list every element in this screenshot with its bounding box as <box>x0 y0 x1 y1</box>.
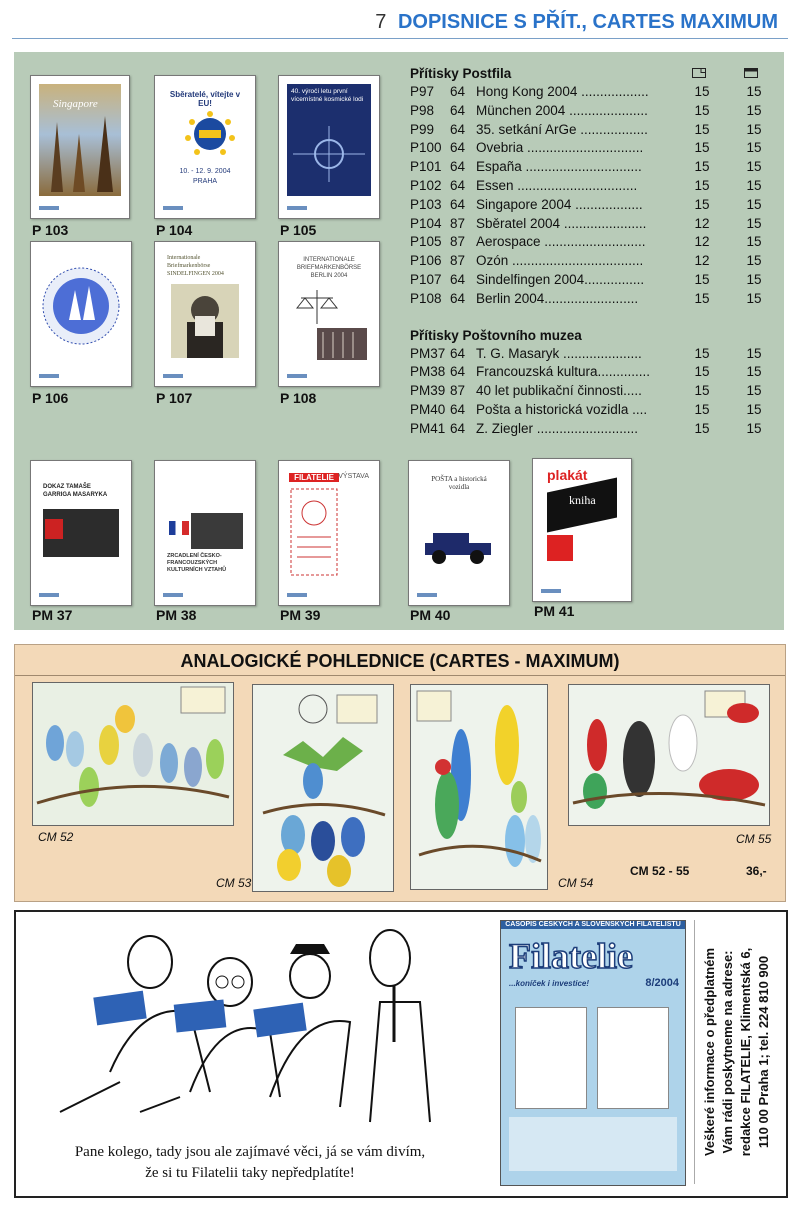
cell-b: 15 <box>746 253 762 269</box>
postcard-p106 <box>30 241 132 387</box>
maximum-card-cm53 <box>252 684 394 892</box>
card-label: P 105 <box>280 222 317 238</box>
cell-a: 15 <box>694 140 710 156</box>
cell-name: Ovebria ............................... <box>476 140 644 156</box>
cell-b: 15 <box>746 401 762 417</box>
postcard-subtitle: kniha <box>569 493 596 507</box>
cell-name: 40 let publikační činnosti..... <box>476 383 642 399</box>
postcard-p105 <box>278 75 380 219</box>
postcard-p107 <box>154 241 256 387</box>
cell-v: 64 <box>450 196 466 212</box>
cell-code: P103 <box>410 196 442 212</box>
cell-v: 64 <box>450 364 466 380</box>
lovebirds-icon <box>253 685 393 891</box>
cell-a: 15 <box>694 159 710 175</box>
postfila-table <box>410 84 770 310</box>
subscription-info <box>694 920 779 1184</box>
cell-code: P97 <box>410 84 435 99</box>
postcard-title: 40. výročí letu první vícemístné kosmické lodi <box>291 88 364 103</box>
magazine-cover <box>500 920 686 1186</box>
cell-code: P108 <box>410 290 442 306</box>
table-row <box>410 178 770 197</box>
table-row <box>410 122 770 141</box>
cell-b: 15 <box>746 177 762 193</box>
budgerigars-icon <box>33 683 233 825</box>
parrots-icon <box>569 685 769 825</box>
cell-name: Sběratel 2004 ...................... <box>476 215 647 231</box>
postcard-title: Internationale Briefmarkenbörse SINDELFINGEN 2004 <box>167 255 224 277</box>
cell-code: PM38 <box>410 364 446 380</box>
cell-b: 15 <box>746 234 762 250</box>
table-row <box>410 234 770 253</box>
cell-b: 15 <box>746 102 762 118</box>
cm-label: CM 52 <box>38 830 74 844</box>
page-number: 7 <box>375 11 387 33</box>
cell-name: T. G. Masaryk ..................... <box>476 345 642 361</box>
card-label: P 103 <box>32 222 69 238</box>
cell-b: 15 <box>746 140 762 156</box>
table-row <box>410 159 770 178</box>
cell-v: 64 <box>450 121 466 137</box>
cell-b: 15 <box>746 159 762 175</box>
info-line: 110 00 Praha 1; tel. 224 810 900 <box>756 955 771 1149</box>
postcard-title: Singapore <box>53 98 98 110</box>
postcard-pm38 <box>154 460 256 606</box>
cell-name: Essen ................................ <box>476 177 638 193</box>
cell-a: 15 <box>694 271 710 287</box>
cell-code: PM40 <box>410 401 446 417</box>
table-row <box>410 402 770 421</box>
cell-name: España ............................... <box>476 159 642 175</box>
postcard-title: plakát <box>547 467 588 483</box>
eu-stars-icon <box>175 110 245 160</box>
price-list <box>410 66 770 440</box>
postcard-subtitle: VÝSTAVA <box>338 473 369 480</box>
cell-code: P100 <box>410 140 442 156</box>
muzeum-table <box>410 346 770 440</box>
postcard-p108 <box>278 241 380 387</box>
stamp-emblem-icon <box>289 487 339 577</box>
card-label: PM 41 <box>534 603 575 619</box>
postcard-single-icon <box>692 68 706 78</box>
card-label: PM 38 <box>156 607 197 623</box>
red-square <box>547 535 573 561</box>
spacecraft-icon <box>287 124 371 184</box>
cell-a: 15 <box>694 177 710 193</box>
cell-code: P102 <box>410 177 442 193</box>
table-row <box>410 84 770 103</box>
cell-code: PM37 <box>410 345 446 361</box>
cell-a: 15 <box>694 364 710 380</box>
cell-code: P105 <box>410 234 442 250</box>
caption-line: že si tu Filatelii taky nepředplatíte! <box>145 1165 355 1181</box>
cell-b: 15 <box>746 383 762 399</box>
cm-range: CM 52 - 55 <box>630 864 690 878</box>
cell-name: Ozón ................................... <box>476 253 644 269</box>
cell-a: 15 <box>694 84 710 99</box>
postcard-pm39 <box>278 460 380 606</box>
photo-block <box>191 513 243 549</box>
cell-b: 15 <box>746 420 762 436</box>
table-row <box>410 103 770 122</box>
cell-a: 15 <box>694 290 710 306</box>
ozone-seal-icon <box>39 256 123 356</box>
cell-name: Berlin 2004......................... <box>476 290 639 306</box>
cell-v: 64 <box>450 401 466 417</box>
magazine-tagline: ...koníček i investice! <box>509 979 590 988</box>
magazine-title: Filatelie <box>509 936 633 976</box>
cell-v: 64 <box>450 140 466 156</box>
flag-icon <box>169 521 189 535</box>
cell-name: 35. setkání ArGe .................. <box>476 121 648 137</box>
cell-v: 87 <box>450 253 466 269</box>
cell-a: 15 <box>694 420 710 436</box>
cell-code: P107 <box>410 271 442 287</box>
cell-b: 15 <box>746 215 762 231</box>
cell-name: Singapore 2004 .................. <box>476 196 643 212</box>
table-row <box>410 253 770 272</box>
cell-a: 15 <box>694 401 710 417</box>
card-label: P 108 <box>280 390 317 406</box>
section-title-postfila: Přítisky Postfila <box>410 66 512 81</box>
flag-block <box>45 519 63 539</box>
cell-a: 15 <box>694 383 710 399</box>
cell-code: P99 <box>410 121 435 137</box>
cell-name: München 2004 ..................... <box>476 102 648 118</box>
magazine-banner: ČASOPIS ČESKÝCH A SLOVENSKÝCH FILATELISTŮ <box>501 921 685 929</box>
card-label: PM 37 <box>32 607 73 623</box>
postcard-title: POŠTA a historická vozidla <box>431 475 487 491</box>
cell-v: 87 <box>450 234 466 250</box>
card-label: P 104 <box>156 222 193 238</box>
magazine-page-left <box>515 1007 587 1109</box>
cell-code: P104 <box>410 215 442 231</box>
table-row <box>410 197 770 216</box>
cell-v: 64 <box>450 420 466 436</box>
postcard-p103 <box>30 75 130 219</box>
postcard-title: INTERNATIONALE BRIEFMARKENBÖRSE BERLIN 2004 <box>296 257 362 279</box>
page-header <box>12 8 788 39</box>
cell-code: PM39 <box>410 383 446 399</box>
table-row <box>410 272 770 291</box>
cell-a: 15 <box>694 196 710 212</box>
maximum-card-cm52 <box>32 682 234 826</box>
table-row <box>410 364 770 383</box>
table-row <box>410 421 770 440</box>
postcard-title: DOKAZ TAMAŠE GARRIGA MASARYKA <box>43 484 108 498</box>
magazine-issue: 8/2004 <box>645 977 679 989</box>
cartoon-readers-illustration <box>40 922 500 1132</box>
postcard-pm37 <box>30 460 132 606</box>
temple-icon <box>39 112 121 192</box>
postcard-title: FILATELIE <box>289 473 339 482</box>
parakeets-icon <box>411 685 547 889</box>
card-label: PM 39 <box>280 607 321 623</box>
cell-name: Hong Kong 2004 .................. <box>476 84 649 99</box>
cell-v: 87 <box>450 215 466 231</box>
maximum-card-cm54 <box>410 684 548 890</box>
cell-name: Francouzská kultura.............. <box>476 364 651 380</box>
cell-b: 15 <box>746 121 762 137</box>
card-label: P 106 <box>32 390 69 406</box>
info-line: redakce FILATELIE, Klimentská 6, <box>738 947 753 1157</box>
cell-code: P106 <box>410 253 442 269</box>
cell-a: 12 <box>694 215 710 231</box>
cm-price: 36,- <box>746 864 767 878</box>
cell-a: 15 <box>694 345 710 361</box>
cell-v: 64 <box>450 271 466 287</box>
cm-label: CM 53 <box>216 876 252 890</box>
event-date: 10. - 12. 9. 2004 <box>179 168 231 175</box>
cell-a: 15 <box>694 102 710 118</box>
cell-name: Z. Ziegler ........................... <box>476 420 639 436</box>
cell-name: Pošta a historická vozidla .... <box>476 401 648 417</box>
cell-v: 87 <box>450 383 466 399</box>
table-row <box>410 216 770 235</box>
card-label: P 107 <box>156 390 193 406</box>
cell-b: 15 <box>746 84 762 99</box>
table-row <box>410 383 770 402</box>
cell-a: 12 <box>694 253 710 269</box>
table-row <box>410 291 770 310</box>
cell-b: 15 <box>746 345 762 361</box>
cell-v: 64 <box>450 290 466 306</box>
info-line: Vám rádi poskytneme na adrese: <box>720 950 735 1154</box>
cell-a: 12 <box>694 234 710 250</box>
postcard-title: ZRCADLENÍ ČESKO-FRANCOUZSKÝCH KULTURNÍCH VZTAHŮ <box>167 553 227 573</box>
portrait-icon <box>163 280 247 360</box>
cell-b: 15 <box>746 364 762 380</box>
ad-caption <box>40 1142 460 1184</box>
cell-a: 15 <box>694 121 710 137</box>
postcard-pm40 <box>408 460 510 606</box>
event-city: PRAHA <box>192 178 218 185</box>
cm-label: CM 55 <box>736 832 772 846</box>
cell-name: Sindelfingen 2004................ <box>476 271 645 287</box>
cell-v: 64 <box>450 84 466 99</box>
cell-v: 64 <box>450 345 466 361</box>
magazine-page-right <box>597 1007 669 1109</box>
cell-code: P101 <box>410 159 442 175</box>
table-row <box>410 140 770 159</box>
scales-icon <box>287 284 371 364</box>
card-label: PM 40 <box>410 607 451 623</box>
cell-code: P98 <box>410 102 435 118</box>
cell-v: 64 <box>450 159 466 175</box>
cm-label: CM 54 <box>558 876 594 890</box>
vintage-car-icon <box>417 527 501 567</box>
cartes-title: ANALOGICKÉ POHLEDNICE (CARTES - MAXIMUM) <box>180 651 620 671</box>
table-row <box>410 346 770 365</box>
postcard-p104 <box>154 75 256 219</box>
section-title-muzeum: Přítisky Poštovního muzea <box>410 327 582 343</box>
info-line: Veškeré informace o předplatném <box>702 947 717 1157</box>
cell-code: PM41 <box>410 420 446 436</box>
postcard-title: Sběratelé, vítejte v EU! <box>169 90 241 108</box>
page-title: DOPISNICE S PŘÍT., CARTES MAXIMUM <box>397 11 778 33</box>
magazine-footer <box>509 1117 677 1171</box>
cell-v: 64 <box>450 177 466 193</box>
cell-b: 15 <box>746 271 762 287</box>
cell-b: 15 <box>746 196 762 212</box>
postcard-double-icon <box>744 68 758 78</box>
postcard-pm41 <box>532 458 632 602</box>
cell-b: 15 <box>746 290 762 306</box>
cell-v: 64 <box>450 102 466 118</box>
caption-line: Pane kolego, tady jsou ale zajímavé věci, já se vám divím, <box>74 1144 426 1160</box>
maximum-card-cm55 <box>568 684 770 826</box>
cell-name: Aerospace ........................... <box>476 234 646 250</box>
